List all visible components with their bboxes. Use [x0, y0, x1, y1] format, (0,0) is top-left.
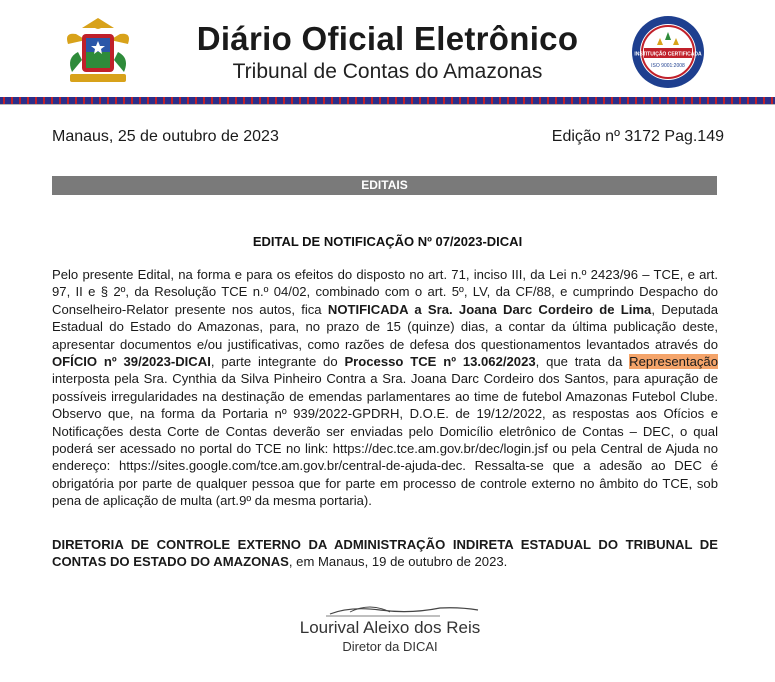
seal-iso: ISO 9001:2008	[651, 63, 685, 69]
oficio-reference: OFÍCIO nº 39/2023-DICAI	[52, 354, 211, 370]
edital-text: , Deputada Estadual do Estado do Amazonas, para, no prazo de 15 (quinze) dias, a contar da última publicação deste, apresentar documentos e/ou justificativas, como razões de defesa dos questionamentos levantados através do	[52, 301, 719, 352]
processo-reference: Processo TCE nº 13.062/2023	[344, 354, 536, 370]
iso-certification-seal-icon	[630, 14, 706, 90]
closing-date: , em Manaus, 19 de outubro de 2023.	[288, 554, 508, 570]
signature-block	[270, 598, 510, 654]
closing-paragraph	[52, 536, 718, 571]
signatory-role: Diretor da DICAI	[342, 639, 438, 654]
publication-date: Manaus, 25 de outubro de 2023	[52, 128, 279, 145]
notified-party: NOTIFICADA a Sra. Joana Darc Cordeiro de Lima	[327, 301, 652, 317]
highlighted-term: Representação	[629, 354, 718, 370]
issuing-department: DIRETORIA DE CONTROLE EXTERNO DA ADMINISTRAÇÃO INDIRETA ESTADUAL DO TRIBUNAL DE CONTAS DO ESTADO DO AMAZONAS	[52, 537, 718, 570]
header-divider-line	[0, 104, 775, 105]
edital-text: , parte integrante do	[210, 354, 345, 370]
seal-text: INSTITUIÇÃO CERTIFICADA	[634, 51, 702, 58]
edital-body	[52, 266, 718, 510]
edital-text: Pelo presente Edital, na forma e para os efeitos do disposto no art. 71, inciso III, da Lei n.º 2423/96 – TCE, e art. 97, II e § 2º, da Resolução TCE n.º 04/02, combinado com o art. 5º, LV, da CF/88, e cumprindo Despacho do Conselheiro-Relator presente nos autos, fica	[52, 267, 718, 317]
page-header	[0, 0, 775, 96]
newspaper-title: Diário Oficial Eletrônico	[196, 20, 579, 57]
section-header: EDITAIS	[52, 176, 717, 195]
edital-text: interposta pela Sra. Cynthia da Silva Pinheiro Contra a Sra. Joana Darc Cordeiro dos Santos, para apuração de possíveis irregularidades na destinação de emendas parlamentares ao time de futebol Amazonas Futebol Clube. Observo que, na forma da Portaria nº 939/2022-GPDRH, D.O.E. de 19/12/2022, as respostas aos Ofícios e Notificações desta Corte de Contas deverão ser enviadas pelo Domicílio eletrônico de Contas – DEC, o qual poderá ser acessado no portal do TCE no link: https://dec.tce.am.gov.br/dec/login.jsf ou pela Central de Ajuda no endereço: https://sites.google.com/tce.am.gov.br/central-de-ajuda-dec. Ressalta-se que a adesão ao DEC é obrigatória por parte de qualquer pessoa que for parte em processo de controle externo no âmbito do TCE, sob pena de aplicação de multa (art.9º da mesma portaria).	[52, 371, 718, 509]
newspaper-subtitle: Tribunal de Contas do Amazonas	[232, 60, 543, 83]
header-divider-stripe	[0, 97, 775, 104]
edital-title: EDITAL DE NOTIFICAÇÃO Nº 07/2023-DICAI	[252, 234, 523, 249]
edition-number: Edição nº 3172 Pag.149	[551, 128, 724, 145]
signatory-name: Lourival Aleixo dos Reis	[299, 618, 481, 637]
edital-text: , que trata da	[535, 354, 630, 370]
